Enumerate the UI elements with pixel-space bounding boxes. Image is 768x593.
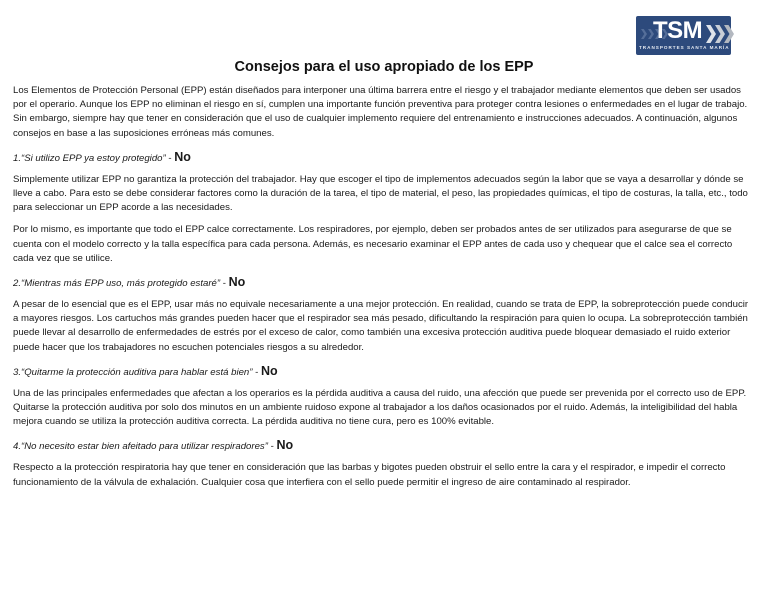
document-title: Consejos para el uso apropiado de los EPP — [234, 59, 534, 75]
separator: - — [252, 366, 261, 378]
section-paragraph: Una de las principales enfermedades que afectan a los operarios es la pérdida auditiva a causa del ruido, una afección que puede ser prevenida por el correcto uso de EPP. Quitarse la protección auditiva por solo dos minutos en un ambiente ruidoso expone al trabajador a los daños ocasionados por el ruido. Además, la inteligibilidad del habla mejora cuando se utiliza la protección auditiva correcta. La pérdida auditiva no tiene cura, pero es 100% evitable. — [13, 387, 747, 428]
logo-text: TSM — [653, 17, 703, 44]
section-question: 1.“Si utilizo EPP ya estoy protegido” — [13, 152, 166, 164]
section-heading — [13, 437, 755, 455]
separator: - — [165, 152, 175, 164]
section-heading — [13, 274, 755, 292]
document-body — [13, 84, 755, 498]
section-question: 3.“Quitarme la protección auditiva para hablar está bien” — [13, 366, 253, 378]
separator: - — [267, 441, 277, 453]
section-answer: No — [260, 363, 278, 378]
separator: - — [220, 278, 229, 290]
section-paragraph: Por lo mismo, es importante que todo el EPP calce correctamente. Los respiradores, por ejemplo, deben ser probados antes de ser utilizados para asegurarse de que se cuenta con el modelo correcto y la talla específica para cada persona. Además, es necesario examinar el EPP antes de cada uso y chequear que el calce sea el correcto cada vez que se utilice. — [13, 224, 733, 264]
intro-paragraph: Los Elementos de Protección Personal (EPP) están diseñados para interponer una última barrera entre el riesgo y el trabajador mediante elementos que deben ser usados por el operario. Aunque los EPP no eliminan el riesgo en sí, cumplen una importante función preventiva para proteger contra lesiones o enfermedades en el lugar de trabajo. Sin embargo, siempre hay que tener en consideración que el uso de cualquier implemento requiere del entrenamiento e instrucciones adecuados. A continuación, algunos consejos en base a las suposiciones erróneas más comunes. — [13, 85, 748, 139]
section-paragraph: Respecto a la protección respiratoria hay que tener en consideración que las barbas y bigotes pueden obstruir el sello entre la cara y el respirador, e impedir el correcto funcionamiento de la válvula de exhalación. Cualquier cosa que interfiera con el sello puede permitir el ingreso de aire contaminado al respirador. — [13, 462, 726, 488]
section-question: 4.“No necesito estar bien afeitado para utilizar respiradores” — [13, 441, 268, 453]
section-heading — [13, 149, 755, 167]
section-question: 2.“Mientras más EPP uso, más protegido estaré” — [13, 278, 221, 290]
logo-subtitle: TRANSPORTES SANTA MARÍA — [639, 45, 730, 50]
section-2 — [13, 274, 755, 355]
section-answer: No — [276, 438, 294, 453]
section-3 — [13, 363, 755, 430]
chevron-arrows-icon — [706, 25, 733, 43]
company-logo — [636, 16, 746, 55]
section-1 — [13, 149, 755, 266]
section-paragraph: Simplemente utilizar EPP no garantiza la protección del trabajador. Hay que escoger el tipo de implementos adecuados según la labor que se vaya a desarrollar y dónde se lleve a cabo. Para esto se debe considerar factores como la duración de la tarea, el tipo de material, el peso, las propiedades químicas, el tipo de costuras, la talla, etc., todo para seleccionar un EPP acorde a las necesidades. — [13, 173, 748, 214]
section-answer: No — [174, 149, 191, 164]
section-heading — [13, 363, 755, 381]
section-4 — [13, 437, 755, 489]
section-answer: No — [228, 275, 246, 290]
section-paragraph: A pesar de lo esencial que es el EPP, usar más no equivale necesariamente a una mejor protección. En realidad, cuando se trata de EPP, la sobreprotección puede conducir a mayores riesgos. Los cartuchos más grandes pueden hacer que el respirador sea más pesado, dificultando la respiración para quien lo ocupa. La sobreprotección también puede llevar al desarrollo de enfermedades de estrés por el exceso de calor, como también una excesiva protección auditiva puede bloquear demasiado el ruido exterior puede hacer que los trabajadores no escuchen potenciales riesgos a su alrededor. — [13, 299, 749, 353]
